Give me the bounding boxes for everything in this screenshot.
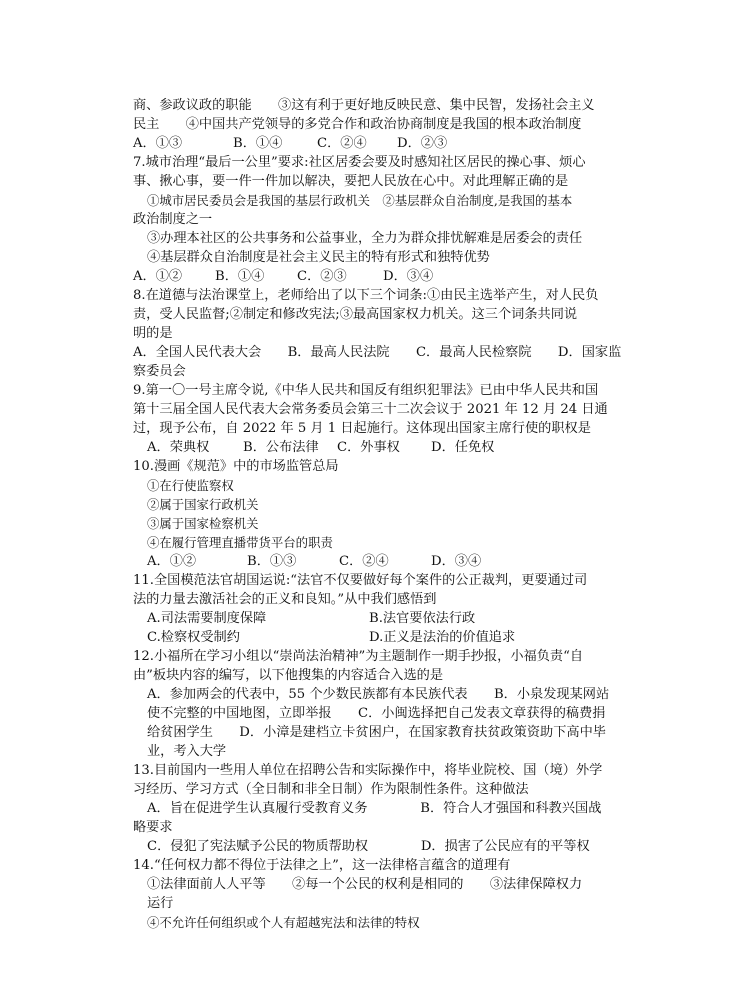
q9-option-d: D．任免权 <box>431 440 495 455</box>
q14-item-4: ④不允许任何组织或个人有超越宪法和法律的特权 <box>147 915 420 930</box>
q7-option-d: D．③④ <box>383 269 434 284</box>
q10-option-c: C．②④ <box>339 554 389 569</box>
q10-options <box>133 552 613 571</box>
q6-option-c: C．②④ <box>317 136 367 151</box>
q8-stem-3: 明的是 <box>133 326 173 341</box>
q13-stem-2: 习经历、学习方式（全日制和非全日制）作为限制性条件。这种做法 <box>133 782 529 797</box>
q6-line-1: 商、参政议政的职能 ③这有利于更好地反映民意、集中民智，发扬社会主义 <box>133 98 595 113</box>
q6-line-2: 民主 ④中国共产党领导的多党合作和政治协商制度是我国的根本政治制度 <box>133 117 582 132</box>
q13-stem-1: 13.目前国内一些用人单位在招聘公告和实际操作中，将毕业院校、国（境）外学 <box>133 763 603 778</box>
q6-options <box>133 134 613 153</box>
q7-item-3: ③办理本社区的公共事务和公益事业，全力为群众排忧解难是居委会的责任 <box>147 231 583 246</box>
q9-option-b: B．公布法律 <box>243 440 319 455</box>
q9-stem-2: 第十三届全国人民代表大会常务委员会第三十二次会议于 2021 年 12 月 24 日通 <box>133 402 608 417</box>
q13-options-2: C．侵犯了宪法赋予公民的物质帮助权 D．损害了公民应有的平等权 <box>147 839 590 854</box>
q8-options-cont: 察委员会 <box>133 364 186 379</box>
q13-options-1: A．旨在促进学生认真履行受教育义务 B．符合人才强国和科教兴国战 <box>147 801 602 816</box>
q8-stem-2: 责，受人民监督;②制定和修改宪法;③最高国家权力机关。这三个词条共同说 <box>133 307 578 322</box>
q13-options-1-cont: 略要求 <box>133 820 173 835</box>
q11-option-d: D.正义是法治的价值追求 <box>369 630 516 645</box>
q12-options-1: A．参加两会的代表中，55 个少数民族都有本民族代表 B．小泉发现某网站 <box>147 687 610 702</box>
q7-stem-2: 事、揪心事，要一件一件加以解决，要把人民放在心中。对此理解正确的是 <box>133 174 569 189</box>
q14-stem: 14.“任何权力都不得位于法律之上”，这一法律格言蕴含的道理有 <box>133 858 511 873</box>
q12-options-3: 给贫困学生 D．小漳是建档立卡贫困户，在国家教育扶贫政策资助下高中毕 <box>147 725 606 740</box>
q12-options-4: 业，考入大学 <box>147 744 227 759</box>
q10-option-b: B．①③ <box>247 554 297 569</box>
q14-items-1-cont: 运行 <box>147 896 174 911</box>
q11-stem-1: 11.全国模范法官胡国运说:“法官不仅要做好每个案件的公正裁判，更要通过司 <box>133 573 588 588</box>
q11-option-c: C.检察权受制约 <box>147 630 240 645</box>
q14-items-1: ①法律面前人人平等 ②每一个公民的权利是相同的 ③法律保障权力 <box>147 877 583 892</box>
q7-options <box>133 267 613 286</box>
q12-options-2: 使不完整的中国地图，立即举报 C．小闽选择把自己发表文章获得的稿费捐 <box>147 706 606 721</box>
q7-option-a: A．①② <box>133 269 183 284</box>
q9-stem-3: 过，现予公布，自 2022 年 5 月 1 日起施行。这体现出国家主席行使的职权是 <box>133 421 591 436</box>
q12-stem-2: 由”板块内容的编写，以下他搜集的内容适合入选的是 <box>133 668 444 683</box>
q10-item-3: ③属于国家检察机关 <box>147 516 259 531</box>
q10-option-a: A．①② <box>147 554 197 569</box>
q6-option-b: B．①④ <box>233 136 283 151</box>
q9-stem-1: 9.第一〇一号主席令说,《中华人民共和国反有组织犯罪法》已由中华人民共和国 <box>133 383 599 398</box>
q11-option-b: B.法官要依法行政 <box>369 611 476 626</box>
q11-stem-2: 法的力量去激活社会的正义和良知。”从中我们感悟到 <box>133 592 437 607</box>
q9-option-c: C．外事权 <box>337 440 400 455</box>
q10-stem: 10.漫画《规范》中的市场监管总局 <box>133 459 339 474</box>
q11-options-row-1 <box>133 609 613 628</box>
q7-stem-1: 7.城市治理“最后一公里”要求:社区居委会要及时感知社区居民的操心事、烦心 <box>133 155 586 170</box>
q6-option-d: D．②③ <box>397 136 448 151</box>
q7-item-1-cont: 政治制度之一 <box>133 212 213 227</box>
q7-option-c: C．②③ <box>297 269 347 284</box>
q6-option-a: A．①③ <box>133 136 183 151</box>
q12-stem-1: 12.小福所在学习小组以“崇尚法治精神”为主题制作一期手抄报，小福负责“自 <box>133 649 584 664</box>
q7-option-b: B．①④ <box>215 269 265 284</box>
q10-item-4: ④在履行管理直播带货平台的职责 <box>147 535 333 550</box>
q9-option-a: A．荣典权 <box>147 440 210 455</box>
q10-item-1: ①在行使监察权 <box>147 478 234 493</box>
q9-options <box>133 438 613 457</box>
q11-options-row-2 <box>133 628 613 647</box>
q7-item-4: ④基层群众自治制度是社会主义民主的特有形式和独特优势 <box>147 250 490 265</box>
q8-options: A．全国人民代表大会 B．最高人民法院 C．最高人民检察院 D．国家监 <box>133 345 622 360</box>
q8-stem-1: 8.在道德与法治课堂上，老师给出了以下三个词条:①由民主选举产生，对人民负 <box>133 288 599 303</box>
q11-option-a: A.司法需要制度保障 <box>147 611 267 626</box>
q10-option-d: D．③④ <box>431 554 482 569</box>
q7-item-1: ①城市居民委员会是我国的基层行政机关 ②基层群众自治制度,是我国的基本 <box>147 193 573 208</box>
q10-item-2: ②属于国家行政机关 <box>147 497 259 512</box>
